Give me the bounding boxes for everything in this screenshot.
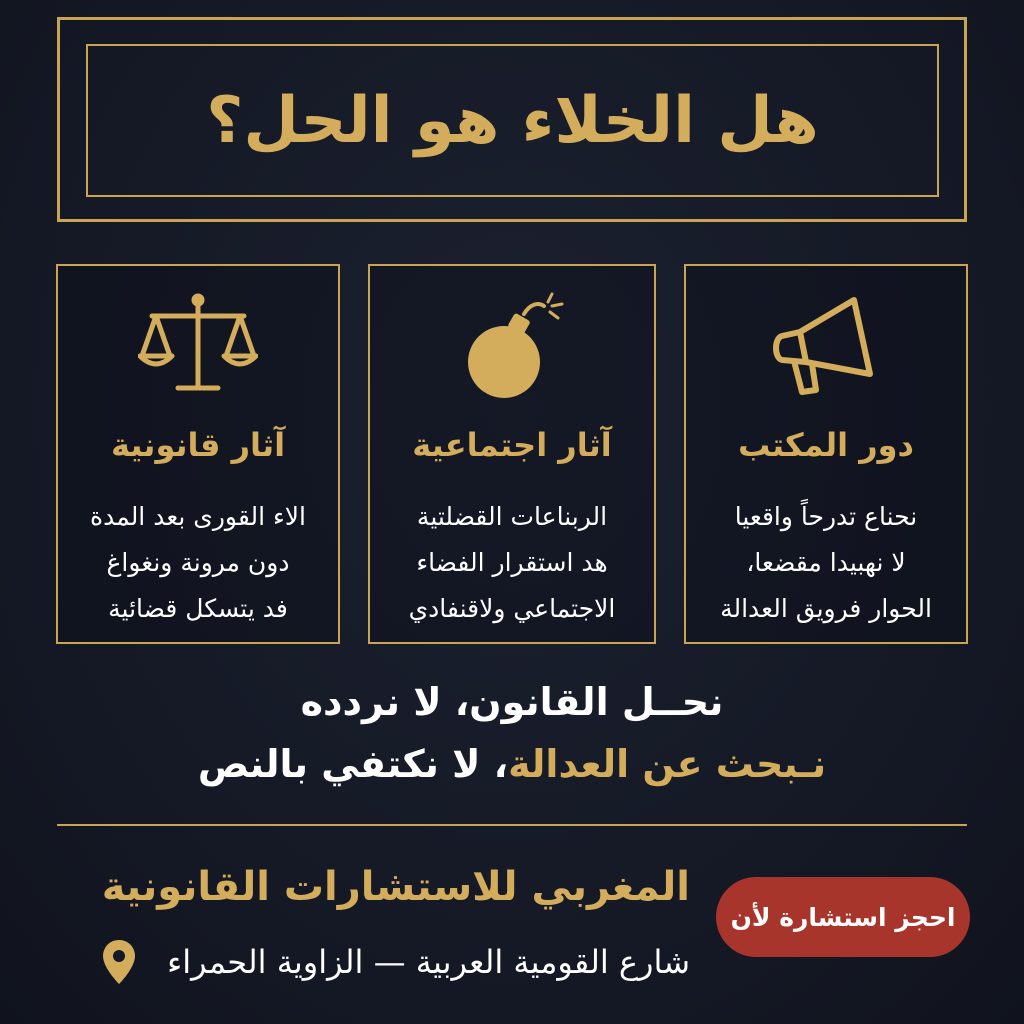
page-title: هل الخلاء هو الحل؟: [206, 83, 819, 158]
address-row: [101, 938, 690, 986]
card-line: الربناعات القضلتية: [416, 502, 608, 531]
card-line: الاء القورى بعد المدة: [90, 502, 306, 531]
divider: [57, 824, 967, 826]
scales-icon: [138, 292, 258, 402]
card-title: آثار قانونية: [110, 426, 286, 464]
card-title: دور المكتب: [738, 426, 914, 464]
card-line: الاجتماعي ولاقنفادي: [408, 594, 616, 623]
address: شارع القومية العربية — الزاوية الحمراء: [167, 943, 690, 981]
card-line: الحوار فرويق العدالة: [720, 594, 932, 623]
tagline-highlight: نـبحث عن العدالة: [508, 742, 827, 786]
location-pin-icon: [101, 938, 137, 986]
firm-name: المغربي للاستشارات القانونية: [101, 864, 690, 910]
card-line: دون مرونة ونغواغ: [106, 548, 290, 577]
tagline-secondary: [0, 742, 1024, 786]
card-body: [72, 494, 324, 632]
megaphone-icon: [766, 292, 886, 402]
bomb-icon: [452, 292, 572, 402]
card-legal-effects: [56, 264, 340, 644]
card-social-effects: [368, 264, 656, 644]
tagline-rest: ، لا نكتفي بالنص: [197, 742, 509, 786]
tagline-primary: نحــل القانون، لا نردده: [300, 680, 724, 724]
card-body: [700, 494, 952, 632]
card-line: فد يتسكل قضائية: [108, 594, 288, 623]
card-body: [384, 494, 640, 632]
card-office-role: [684, 264, 968, 644]
card-title: آثار اجتماعية: [412, 426, 612, 464]
card-line: هد استقرار الفضاء: [416, 548, 608, 577]
card-line: نحناع تدرحاً واقعيا: [734, 502, 918, 531]
book-consultation-button[interactable]: احجز استشارة لأن: [716, 877, 970, 957]
card-line: لا نهبيدا مقضعا،: [746, 548, 906, 577]
